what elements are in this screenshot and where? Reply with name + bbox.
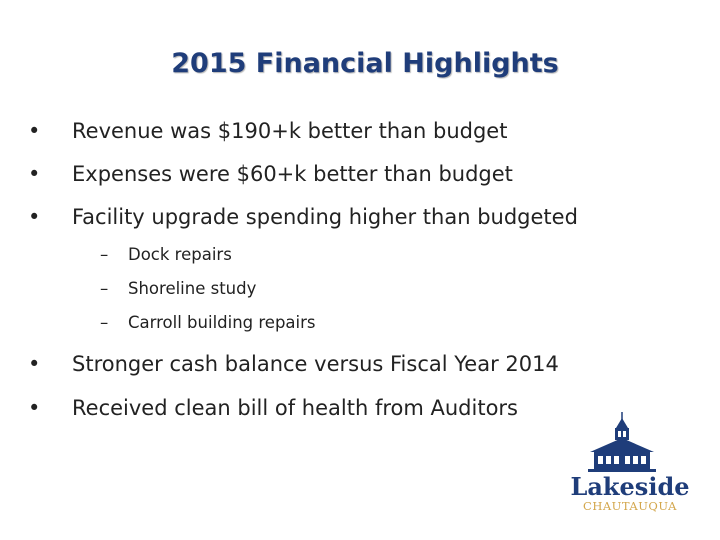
sub-bullet-item bbox=[100, 278, 256, 300]
sub-bullet-marker: – bbox=[100, 313, 109, 332]
sub-bullet-marker: – bbox=[100, 245, 109, 264]
building-icon bbox=[560, 412, 700, 474]
bullet-text: Expenses were $60+k better than budget bbox=[72, 162, 513, 186]
bullet-item bbox=[28, 203, 578, 231]
bullet-marker: • bbox=[28, 205, 41, 229]
bullet-marker: • bbox=[28, 352, 41, 376]
sub-bullet-text: Dock repairs bbox=[128, 245, 232, 264]
slide-title: 2015 Financial Highlights bbox=[171, 48, 559, 79]
bullet-item bbox=[28, 394, 518, 422]
bullet-marker: • bbox=[28, 162, 41, 186]
sub-bullet-item bbox=[100, 244, 232, 266]
sub-bullet-marker: – bbox=[100, 279, 109, 298]
bullet-text: Facility upgrade spending higher than budgeted bbox=[72, 205, 578, 229]
bullet-text: Received clean bill of health from Auditors bbox=[72, 396, 518, 420]
bullet-text: Revenue was $190+k better than budget bbox=[72, 119, 508, 143]
sub-bullet-text: Carroll building repairs bbox=[128, 313, 316, 332]
bullet-item bbox=[28, 160, 513, 188]
bullet-marker: • bbox=[28, 396, 41, 420]
bullet-marker: • bbox=[28, 119, 41, 143]
sub-bullet-item bbox=[100, 312, 316, 334]
bullet-item bbox=[28, 350, 559, 378]
bullet-text: Stronger cash balance versus Fiscal Year 2014 bbox=[72, 352, 559, 376]
sub-bullet-text: Shoreline study bbox=[128, 279, 257, 298]
bullet-item bbox=[28, 117, 507, 145]
logo-wordmark: Lakeside bbox=[570, 472, 690, 501]
lakeside-chautauqua-logo bbox=[560, 412, 700, 520]
logo-subtitle: CHAUTAUQUA bbox=[583, 499, 677, 513]
